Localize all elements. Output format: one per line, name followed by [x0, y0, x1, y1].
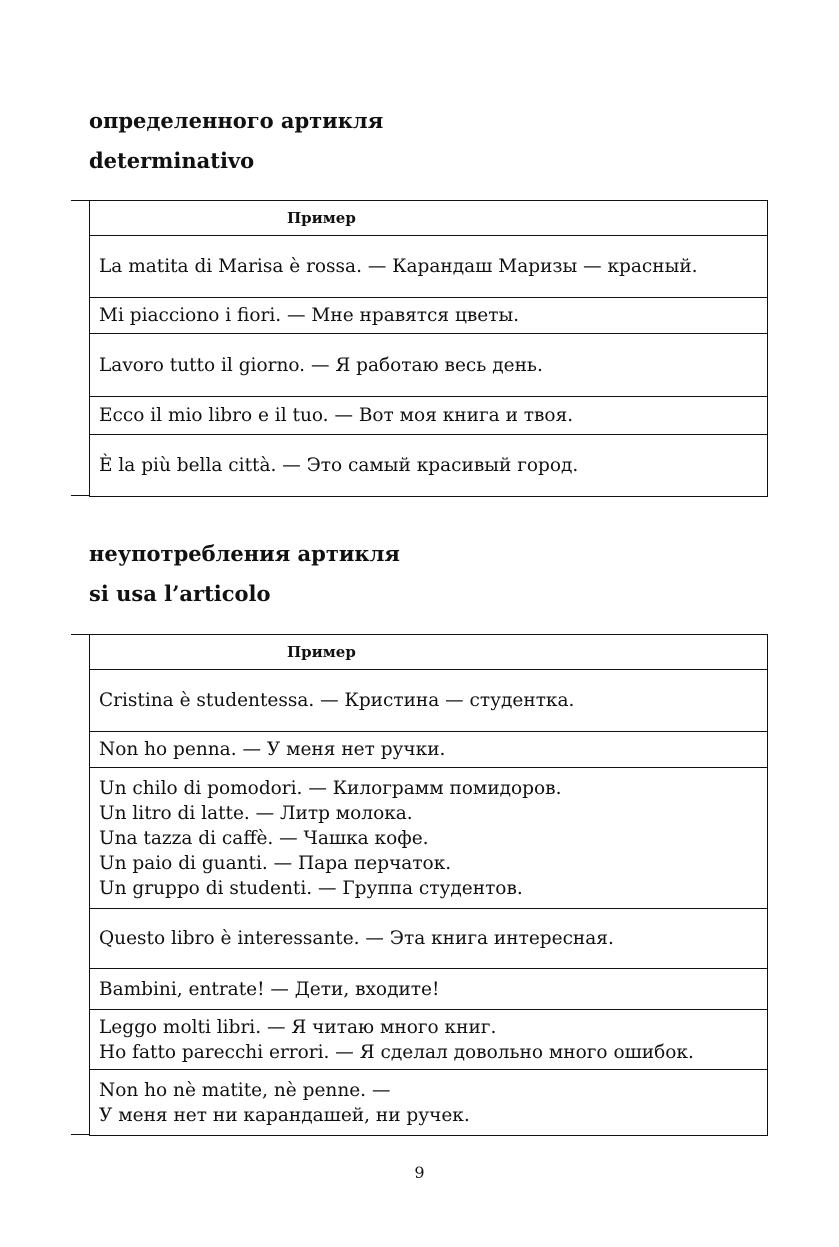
row-line: Mi piacciono i fiori. — Мне нравятся цветы. [99, 305, 520, 326]
row-line: Ecco il mio libro e il tuo. — Вот моя книга и твоя. [99, 405, 574, 426]
table-header: Пример [90, 635, 767, 670]
row-line: У меня нет ни карандашей, ни ручек. [99, 1104, 470, 1126]
row-line: Questo libro è interessante. — Эта книга интересная. [99, 928, 614, 949]
table1-side-line-top [71, 200, 89, 201]
table-row [90, 236, 767, 298]
table-row [90, 435, 767, 497]
table-row [90, 768, 767, 909]
row-line: È la più bella città. — Это самый красивый город. [99, 455, 579, 476]
row-line: Un paio di guanti. — Пара перчаток. [99, 852, 452, 874]
table-row [90, 732, 767, 768]
table-row [90, 298, 767, 334]
table-row [90, 334, 767, 397]
row-line: Un litro di latte. — Литр молока. [99, 802, 413, 824]
table-header: Пример [90, 201, 767, 236]
table-row [90, 969, 767, 1010]
row-line: La matita di Marisa è rossa. — Карандаш Маризы — красный. [99, 256, 698, 277]
section1-heading-line1: определенного артикля [89, 108, 384, 133]
section2-heading-line1: неупотребления артикля [89, 541, 400, 566]
row-line: Non ho penna. — У меня нет ручки. [99, 739, 446, 760]
table-row [90, 909, 767, 969]
row-line: Ho fatto parecchi errori. — Я сделал довольно много ошибок. [99, 1041, 694, 1063]
row-line: Un chilo di pomodori. — Килограмм помидоров. [99, 777, 562, 799]
row-line: Leggo molti libri. — Я читаю много книг. [99, 1016, 497, 1038]
row-line: Bambini, entrate! — Дети, входите! [99, 978, 440, 1000]
table-row [90, 397, 767, 435]
examples-table-2 [89, 634, 768, 1136]
row-line: Una tazza di caffè. — Чашка кофе. [99, 827, 429, 849]
section2-heading-line2: si usa l’articolo [89, 581, 271, 606]
table1-side-line-bottom [71, 495, 89, 496]
section1-heading-line2: determinativo [89, 148, 255, 173]
row-line: Lavoro tutto il giorno. — Я работаю весь день. [99, 354, 543, 376]
page-number: 9 [414, 1163, 425, 1182]
row-line: Un gruppo di studenti. — Группа студентов. [99, 877, 523, 899]
table2-side-line-top [71, 634, 89, 635]
table2-side-line-bottom [71, 1134, 89, 1135]
table-row [90, 1010, 767, 1070]
table-row [90, 1070, 767, 1136]
examples-table-1 [89, 200, 768, 497]
row-line: Non ho nè matite, nè penne. — [99, 1079, 391, 1101]
table-row [90, 670, 767, 732]
row-line: Cristina è studentessa. — Кристина — студентка. [99, 690, 575, 711]
